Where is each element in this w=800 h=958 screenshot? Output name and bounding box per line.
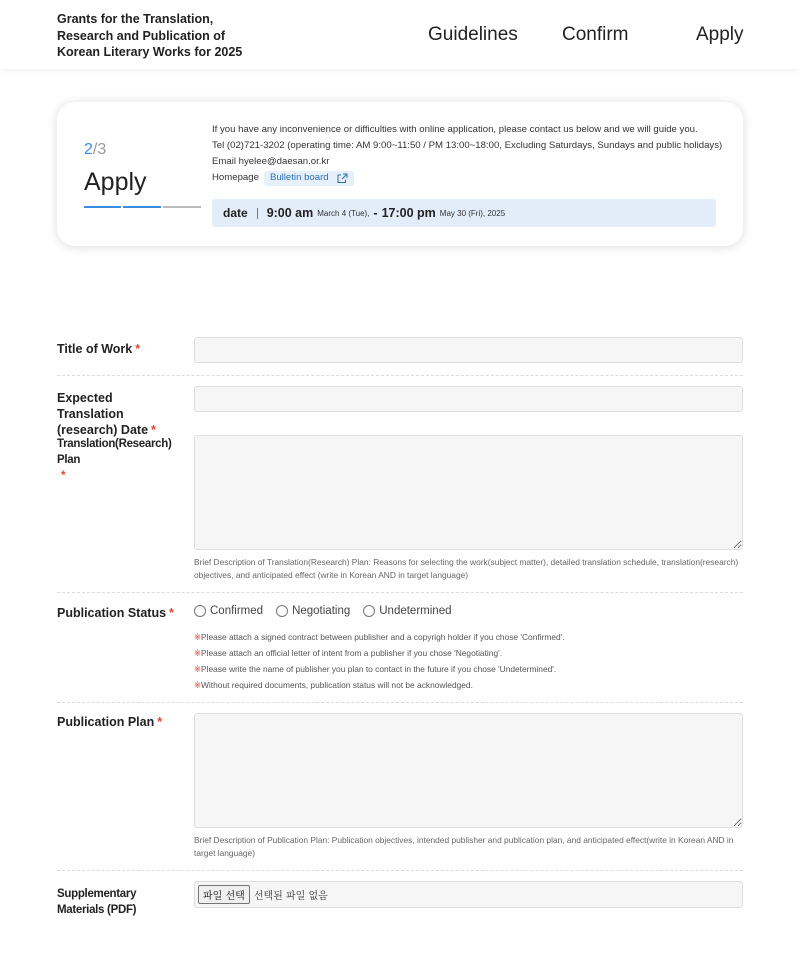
date-separator-line xyxy=(257,208,258,219)
external-link-icon xyxy=(337,173,348,184)
supplementary-file-input[interactable] xyxy=(194,881,743,908)
plan-help-text: Brief Description of Translation(Research) Plan: Reasons for selecting the work(subject matter), detailed translation schedule, translation(research) objectives, and anticipated effect (write in Korean AND in target language) xyxy=(194,557,739,580)
note-mark: ※ xyxy=(194,680,202,690)
note-item xyxy=(194,645,565,661)
site-header xyxy=(0,0,800,69)
row-divider xyxy=(57,375,743,376)
contact-intro: If you have any inconvenience or difficulties with online application, please contact us below and we will guide you. xyxy=(212,124,698,135)
publication-status-notes xyxy=(194,629,565,693)
title-of-work-input[interactable] xyxy=(194,337,743,363)
radio-undetermined[interactable] xyxy=(363,605,451,617)
row-divider xyxy=(57,592,743,593)
step-indicator xyxy=(84,141,106,159)
step-title: Apply xyxy=(84,168,147,196)
radio-negotiating[interactable] xyxy=(276,605,350,617)
progress-segment-1 xyxy=(84,206,121,208)
note-item xyxy=(194,629,565,645)
publication-plan-textarea[interactable] xyxy=(194,713,743,828)
application-period xyxy=(212,199,716,227)
site-title[interactable]: Grants for the Translation, Research and Publication of Korean Literary Works for 2025 xyxy=(57,12,243,59)
supplementary-label: Supplementary Materials (PDF) xyxy=(57,888,137,916)
expected-date-input[interactable] xyxy=(194,386,743,412)
contact-info xyxy=(212,122,732,186)
bulletin-board-label: Bulletin board xyxy=(269,172,329,183)
note-item xyxy=(194,661,565,677)
required-mark: * xyxy=(61,470,66,482)
date-label: date xyxy=(223,206,248,220)
publication-plan-label xyxy=(57,714,162,730)
publication-plan-help-text: Brief Description of Publication Plan: Publication objectives, intended publisher and publication plan, and anticipated effect(write in Korean AND in target language) xyxy=(194,835,734,858)
no-file-text: 선택된 파일 없음 xyxy=(253,891,328,902)
note-text: Without required documents, publication status will not be acknowledged. xyxy=(201,680,473,690)
note-text: Please write the name of publisher you plan to contact in the future if you chose 'Undetermined'. xyxy=(201,664,557,674)
row-divider xyxy=(57,702,743,703)
required-mark: * xyxy=(169,606,174,620)
period-dash: - xyxy=(373,206,378,220)
application-info-card xyxy=(57,102,743,246)
choose-file-button[interactable]: 파일 선택 xyxy=(198,885,250,904)
title-of-work-label xyxy=(57,341,140,357)
plan-label-text: Translation(Research) Plan xyxy=(57,438,172,466)
nav-apply[interactable]: Apply xyxy=(696,24,744,45)
publication-status-label xyxy=(57,605,174,621)
note-mark: ※ xyxy=(194,632,202,642)
progress-segment-2 xyxy=(123,206,161,208)
note-text: Please attach a signed contract between publisher and a copyrigh holder if you chose 'Confirmed'. xyxy=(201,632,565,642)
plan-label xyxy=(57,436,187,484)
homepage-row xyxy=(212,170,732,186)
row-divider xyxy=(57,870,743,871)
homepage-label: Homepage xyxy=(212,172,259,183)
step-total: /3 xyxy=(92,141,107,158)
plan-textarea[interactable] xyxy=(194,435,743,550)
contact-tel: Tel (02)721-3202 (operating time: AM 9:00~11:50 / PM 13:00~18:00, Excluding Saturdays, Sundays and public holidays) xyxy=(212,140,723,151)
end-time: 17:00 pm xyxy=(381,206,436,220)
nav-guidelines[interactable]: Guidelines xyxy=(428,24,518,45)
publication-status-radio-group xyxy=(194,605,464,617)
step-current: 2 xyxy=(84,141,93,158)
start-time: 9:00 am xyxy=(266,206,314,220)
progress-segment-3 xyxy=(163,206,201,208)
required-mark: * xyxy=(135,342,141,356)
required-mark: * xyxy=(151,423,156,437)
title-of-work-label-text: Title of Work xyxy=(57,342,133,356)
radio-label: Undetermined xyxy=(379,605,452,617)
publication-status-label-text: Publication Status xyxy=(57,606,167,620)
radio-circle[interactable] xyxy=(276,605,288,617)
end-date: May 30 (Fri), 2025 xyxy=(439,208,506,218)
expected-date-label-text: Expected Translation (research) Date xyxy=(57,391,149,437)
nav-confirm[interactable]: Confirm xyxy=(562,24,629,45)
contact-email: Email hyelee@daesan.or.kr xyxy=(212,156,330,167)
note-mark: ※ xyxy=(194,664,202,674)
required-mark: * xyxy=(157,715,163,729)
radio-circle[interactable] xyxy=(363,605,375,617)
radio-label: Confirmed xyxy=(210,605,264,617)
note-text: Please attach an official letter of intent from a publisher if you chose 'Negotiating'. xyxy=(201,648,503,658)
bulletin-board-link[interactable] xyxy=(264,171,354,186)
radio-circle[interactable] xyxy=(194,605,206,617)
note-item xyxy=(194,677,565,693)
radio-label: Negotiating xyxy=(292,605,351,617)
start-date: March 4 (Tue), xyxy=(317,208,370,218)
publication-plan-label-text: Publication Plan xyxy=(57,715,155,729)
expected-date-label xyxy=(57,390,182,438)
radio-confirmed[interactable] xyxy=(194,605,263,617)
note-mark: ※ xyxy=(194,648,202,658)
